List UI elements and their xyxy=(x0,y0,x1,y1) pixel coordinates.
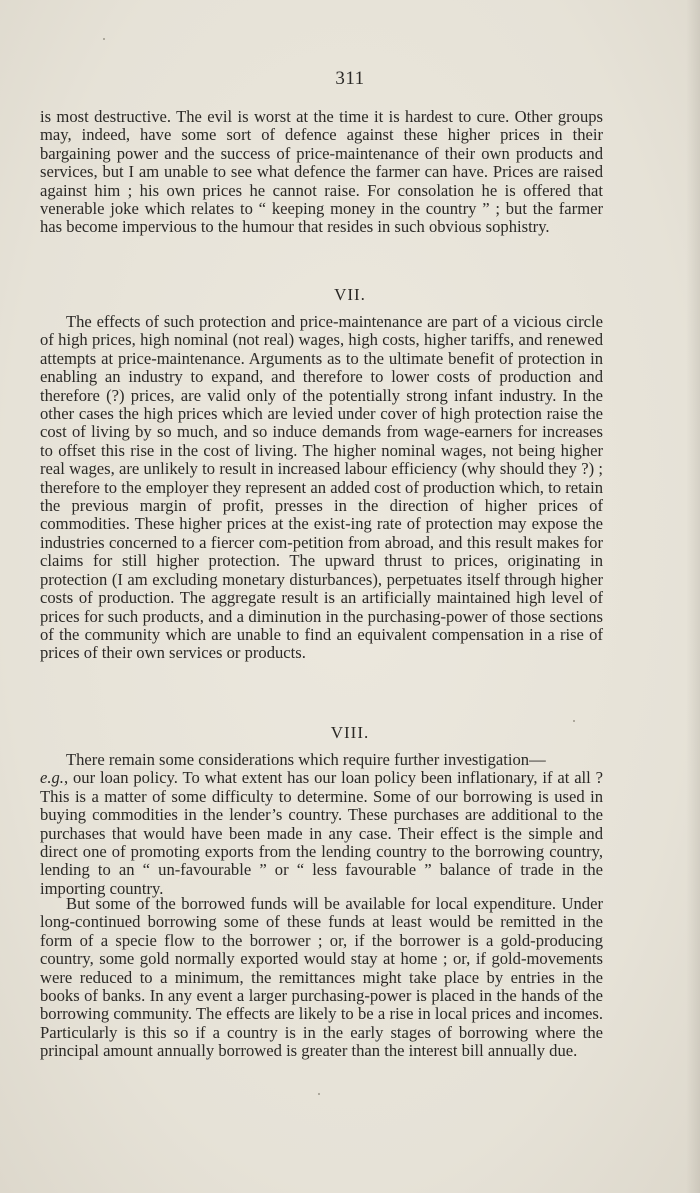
paragraph-text: But some of the borrowed funds will be available for local expenditure. Under long-continued borrowing some of these funds at least would be remitted in the form of a specie flow to the borrower ; or, if the borrower is a gold-producing country, some gold normally exported would stay at home ; or, if gold-movements were reduced to a minimum, the remittances might take place by entries in the books of banks. In any event a larger purchasing-power is placed in the hands of the borrowing community. The effects are likely to be a rise in local prices and incomes. Particularly is this so if a country is in the early stages of borrowing where the principal amount annually borrowed is greater than the interest bill annually due. xyxy=(40,894,603,1061)
section-heading-vii: VII. xyxy=(334,285,366,304)
paragraph-text xyxy=(40,751,603,898)
paragraph-loan-policy xyxy=(40,751,603,898)
paragraph-rest: , our loan policy. To what extent has our loan policy been inflationary, if at all ? This is a matter of some difficulty to determine. Some of our borrowing is used in buying commodities in the lender’s country. These purchases are additional to the purchases that would have been made in any case. Their effect is the simple and direct one of promoting exports from the lending country to the borrowing country, lending to an “ un-favourable ” or “ less favourable ” balance of trade in the importing country. xyxy=(40,768,603,898)
abbreviation-eg: e.g. xyxy=(40,768,64,788)
paper-speck xyxy=(103,38,105,40)
page-number: 311 xyxy=(335,68,365,89)
paragraph-text: The effects of such protection and price-maintenance are part of a vicious circle of high prices, high nominal (not real) wages, high costs, higher tariffs, and renewed attempts at price-maintenance. Arguments as to the ultimate benefit of protection in enabling an industry to expand, and therefore to lower costs of production and therefore (?) prices, are valid only of the potentially strong infant industry. In the other cases the high prices which are levied under cover of high protection raise the cost of living by so much, and so induce demands from wage-earners for increases to offset this rise in the cost of living. The higher nominal wages, not being higher real wages, are unlikely to result in increased labour efficiency (why should they ?) ; therefore to the employer they represent an added cost of production which, to retain the previous margin of profit, presses in the direction of higher prices of commodities. These higher prices at the exist-ing rate of protection may expose the industries concerned to a fiercer com-petition from abroad, and this result makes for claims for still higher protection. The upward thrust to prices, originating in protection (I am excluding monetary disturbances), perpetuates itself through higher costs of production. The aggregate result is an artificially maintained high level of prices for such products, and a diminution in the purchasing-power of those sections of the community which are unable to find an equivalent compensation in a rise of prices of their own services or products. xyxy=(40,312,603,663)
paragraph-protection-effects xyxy=(40,313,603,663)
paper-speck xyxy=(573,720,575,722)
paragraph-continued xyxy=(40,108,603,237)
paragraph-lead: There remain some considerations which require further investigation— xyxy=(66,750,546,769)
paragraph-text: is most destructive. The evil is worst at the time it is hardest to cure. Other groups may, indeed, have some sort of defence against these higher prices in their bargaining power and the success of price-maintenance of their own products and services, but I am unable to see what defence the farmer can have. Prices are raised against him ; his own prices he cannot raise. For consolation he is offered that venerable joke which relates to “ keeping money in the country ” ; but the farmer has become impervious to the humour that resides in such obvious sophistry. xyxy=(40,107,603,237)
page-edge-shadow xyxy=(686,0,700,1193)
paper-speck xyxy=(318,1093,320,1095)
section-heading-viii: VIII. xyxy=(330,723,370,742)
paragraph-borrowed-funds xyxy=(40,895,603,1061)
